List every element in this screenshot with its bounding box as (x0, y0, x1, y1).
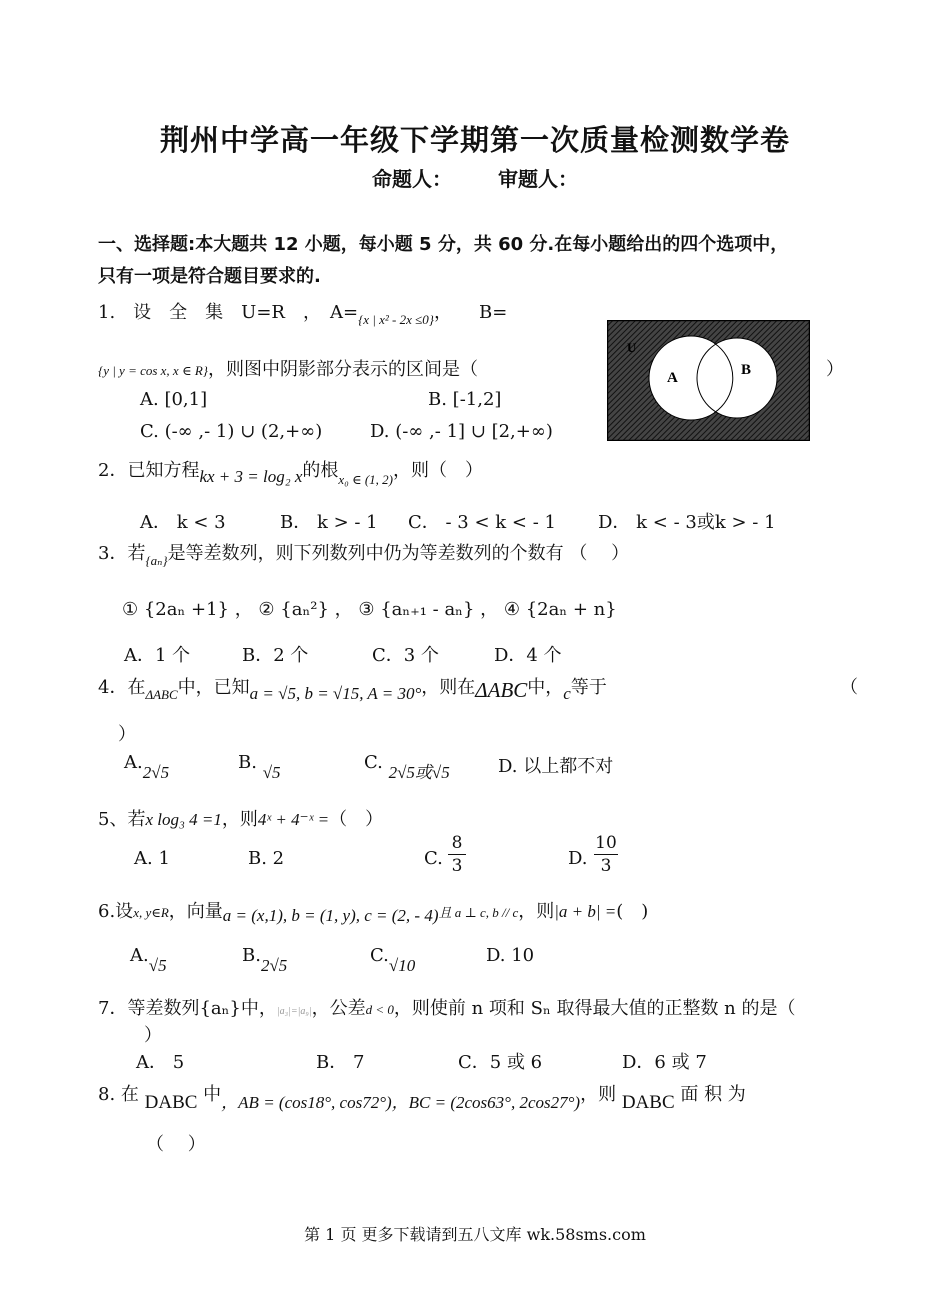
q4-side-c: c (563, 684, 571, 703)
q3-option-a: A．1 个 (124, 645, 191, 666)
q1-mid: ， B= (433, 302, 508, 323)
q3-option-b: B．2 个 (242, 645, 309, 666)
q5-condition: x log₃ 4 =1 (145, 810, 222, 829)
exam-subtitle (0, 163, 950, 192)
q1-option-c: C. (-∞ ,- 1) ∪ (2,+∞) (140, 421, 323, 442)
q6-option-b: B.2√5 (242, 945, 288, 975)
q2-option-c: C． - 3 < k < - 1 (408, 512, 556, 533)
q7-close-paren: ） (144, 1025, 162, 1046)
q5-expression: 4ˣ + 4⁻ˣ = (257, 810, 330, 829)
q2-lead: 2．已知方程 (98, 460, 200, 481)
section-heading-line1: 一、选择题:本大题共 12 小题，每小题 5 分，共 60 分.在每小题给出的四个选项中， (98, 234, 789, 255)
q3-lead: 3．若 (98, 543, 146, 564)
q6-condition: 且 a ⊥ c, b // c (438, 905, 519, 920)
q7-condition: |a₃|=|a₉| (276, 1006, 312, 1017)
q3-option-c: C．3 个 (372, 645, 439, 666)
q7-text1: 7．等差数列{aₙ}中， (98, 998, 277, 1019)
q5-option-d-label: D. (568, 848, 588, 869)
q3-option-d: D．4 个 (494, 645, 562, 666)
q4-paren-close: ） (118, 724, 136, 745)
q7-stem (98, 994, 796, 1020)
q6-option-c: C.√10 (370, 945, 416, 975)
section-heading-line2: 只有一项是符合题目要求的. (98, 266, 321, 287)
venn-label-u: U (627, 340, 637, 355)
q3-sequence: {aₙ} (145, 553, 168, 568)
q5-lead: 5、若 (98, 809, 146, 830)
q5-option-c-fraction: 8 3 (448, 832, 466, 877)
q1-text: ，则图中阴影部分表示的区间是（ (207, 359, 478, 380)
q6-mid2: ，则 (518, 901, 555, 922)
q4-mid3: 中， (527, 677, 564, 698)
q4-paren-open: （ (840, 677, 858, 698)
q4-triangle-2: ΔABC (475, 678, 528, 702)
q7-text2: ，公差 (311, 998, 366, 1019)
q6-lead: 6.设 (98, 901, 134, 922)
q7-d: d < 0 (365, 1002, 394, 1017)
author-label: 命题人： (372, 167, 452, 191)
venn-label-b: B (741, 362, 752, 378)
q4-option-d: D. 以上都不对 (498, 756, 614, 777)
q3-stem (98, 539, 629, 569)
q2-option-d: D． k < - 3或k > - 1 (598, 512, 776, 533)
q8-answer-paren: （ ） (146, 1134, 206, 1155)
q5-option-a: A. 1 (134, 848, 170, 869)
q1-option-a: A. [0,1] (140, 389, 208, 410)
set-b-circle (697, 338, 777, 418)
q6-stem (98, 897, 648, 926)
q6-vars: x, y∈R (133, 905, 169, 920)
q7-option-b: B． 7 (316, 1052, 365, 1073)
q2-option-b: B． k > - 1 (280, 512, 378, 533)
q1-close-paren: ） (826, 359, 844, 380)
q3-tail: 是等差数列，则下列数列中仍为等差数列的个数有 （ ） (167, 543, 630, 564)
q1-lead: 1. 设 全 集 U=R ， A= (98, 302, 359, 323)
page-footer: 第 1 页 更多下载请到五八文库 wk.58sms.com (304, 1225, 646, 1244)
q3-items: ① {2aₙ +1} ， ② {aₙ²} ， ③ {aₙ₊₁ - aₙ} ， ④ {2aₙ + n} (122, 599, 617, 620)
q4-mid2: ，则在 (421, 677, 476, 698)
q8-lead: 8. 在 (98, 1084, 139, 1105)
reviewer-label: 审题人： (498, 167, 578, 191)
q8-tail: ，则 (580, 1084, 617, 1105)
venn-label-a: A (667, 370, 678, 386)
q8-triangle: DABC (144, 1092, 198, 1113)
q6-tail: ( ) (616, 901, 649, 922)
q5-option-c-label: C. (424, 848, 443, 869)
q7-option-c: C．5 或 6 (458, 1052, 543, 1073)
q2-option-a: A． k < 3 (140, 512, 226, 533)
q6-option-d: D. 10 (486, 945, 535, 966)
q1-set-b: {y | y = cos x, x ∈ R} (98, 363, 208, 378)
q6-mid: ，向量 (168, 901, 223, 922)
q4-stem (98, 673, 607, 704)
q4-tail: 等于 (570, 677, 607, 698)
q8-vector-ab: ，AB = (cos18°, cos72°) (221, 1093, 392, 1112)
q4-option-c: C. 2√5或√5 (364, 752, 450, 782)
q8-mid: 中 (203, 1084, 222, 1105)
q5-tail: （ ） (329, 809, 384, 830)
q5-mid: ，则 (221, 809, 258, 830)
q4-lead: 4．在 (98, 677, 146, 698)
q2-mid: 的根 (302, 460, 339, 481)
q5-option-b: B. 2 (248, 848, 285, 869)
q1-option-d: D. (-∞ ,- 1] ∪ [2,+∞) (370, 421, 553, 442)
q1-line2 (98, 355, 478, 381)
q2-root: x₀ ∈ (1, 2) (338, 472, 393, 487)
q8-area: 面 积 为 (680, 1084, 746, 1105)
q4-condition: a = √5, b = √15, A = 30° (249, 684, 422, 703)
q4-mid: 中，已知 (177, 677, 250, 698)
q2-tail: ，则（ ） (393, 460, 483, 481)
q6-option-a: A.√5 (130, 945, 167, 975)
exam-title: 荆州中学高一年级下学期第一次质量检测数学卷 (159, 123, 790, 157)
q2-stem (98, 456, 483, 488)
venn-diagram (607, 320, 810, 441)
q1-line1 (98, 298, 507, 328)
q5-stem (98, 805, 383, 831)
q6-expression: |a + b| = (554, 902, 617, 921)
q4-option-b: B. √5 (238, 752, 281, 782)
q7-option-d: D．6 或 7 (622, 1052, 707, 1073)
q6-vectors: a = (x,1), b = (1, y), c = (2, - 4) (222, 906, 439, 925)
q4-triangle-1: ΔABC (145, 687, 178, 702)
q1-set-a: {x | x² - 2x ≤0} (358, 312, 434, 327)
q1-option-b: B. [-1,2] (428, 389, 502, 410)
q5-option-d-fraction: 10 3 (595, 833, 617, 876)
q7-option-a: A． 5 (136, 1052, 185, 1073)
q8-vector-bc: ，BC = (2cos63°, 2cos27°) (391, 1093, 581, 1112)
q7-text3: ，则使前 n 项和 Sₙ 取得最大值的正整数 n 的是（ (393, 998, 796, 1019)
q8-stem (98, 1080, 746, 1114)
q2-equation: kx + 3 = log₂ x (199, 467, 303, 486)
q4-option-a: A.2√5 (124, 752, 170, 782)
q8-triangle-2: DABC (621, 1092, 675, 1113)
